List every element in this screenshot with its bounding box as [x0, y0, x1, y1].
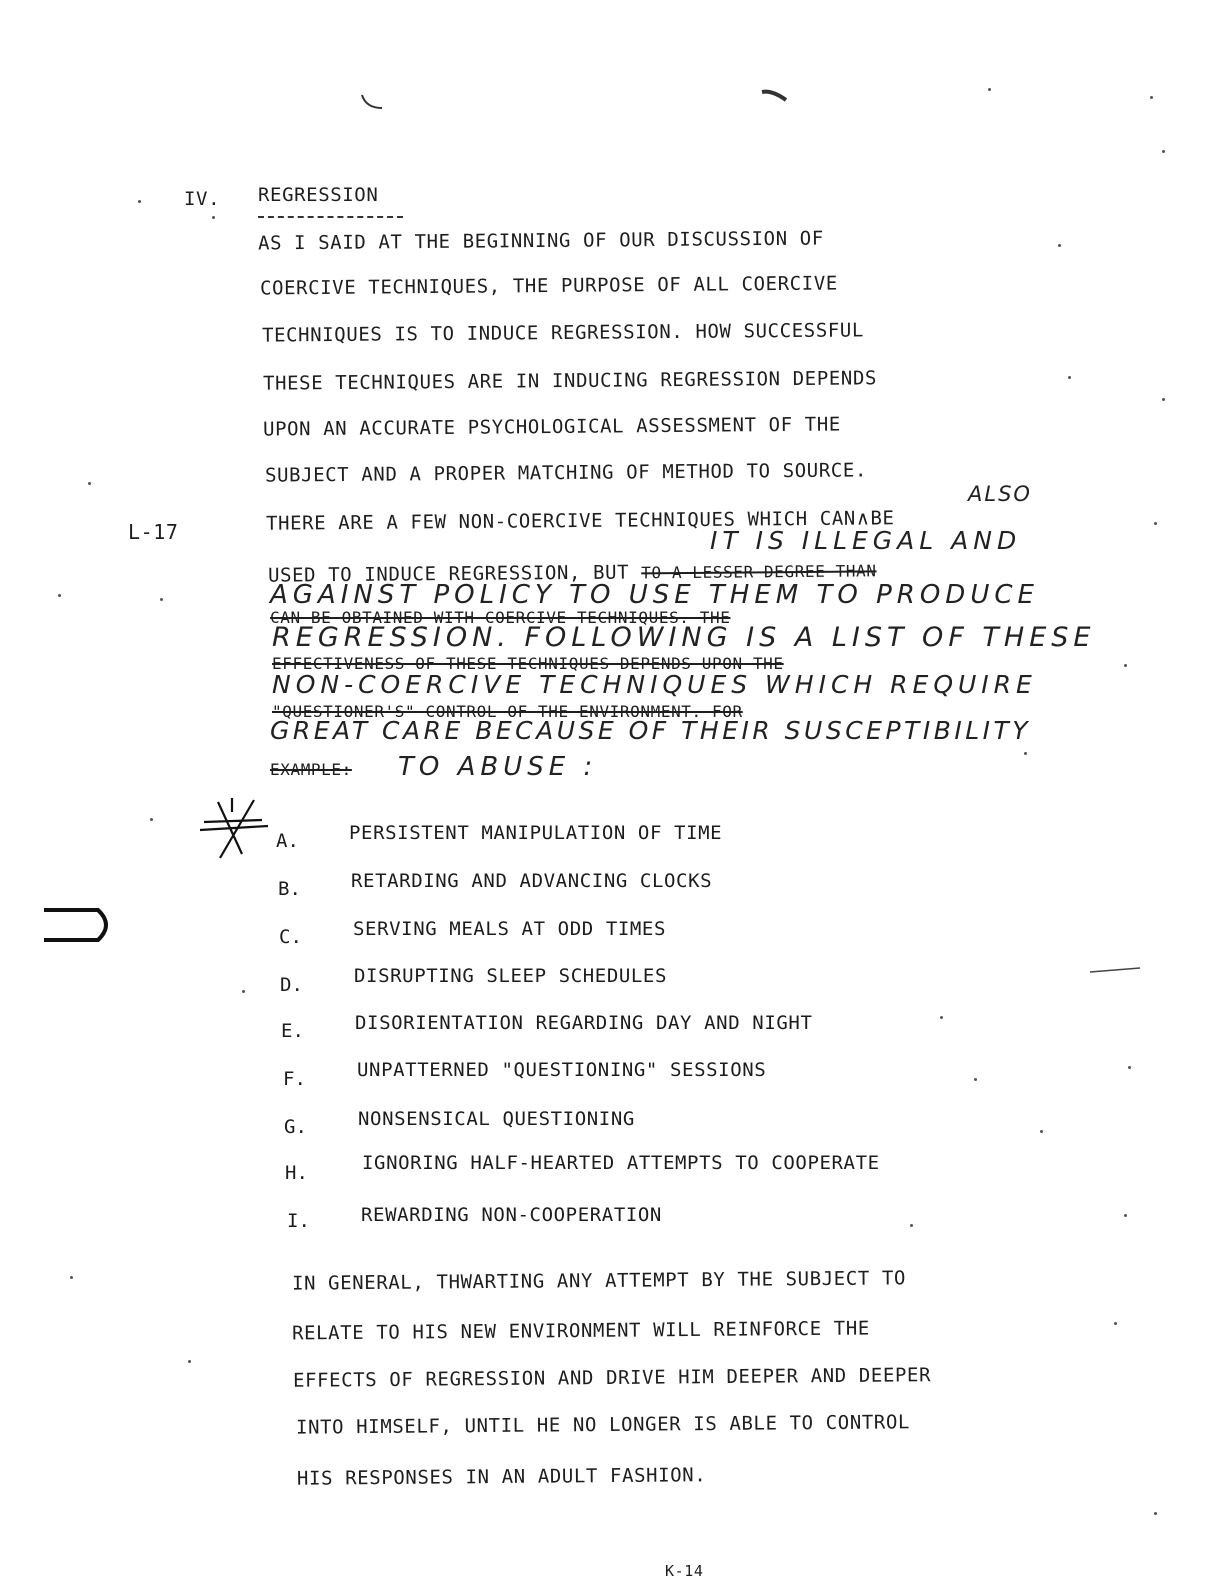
handwritten-line: NON-COERCIVE TECHNIQUES WHICH REQUIRE	[272, 670, 1037, 699]
list-item-letter: G.	[284, 1116, 307, 1138]
scan-speck	[1128, 1066, 1131, 1069]
scan-speck	[1040, 1130, 1043, 1133]
list-item-text: NONSENSICAL QUESTIONING	[358, 1108, 635, 1130]
page-number: K-14	[665, 1562, 704, 1580]
paragraph-line: INTO HIMSELF, UNTIL HE NO LONGER IS ABLE TO CONTROL	[295, 1411, 911, 1439]
list-item-letter: E.	[281, 1020, 304, 1042]
caret-mark: ∧	[855, 507, 871, 530]
list-item-letter: A.	[276, 830, 299, 852]
scan-speck	[88, 482, 91, 485]
paragraph-line: UPON AN ACCURATE PSYCHOLOGICAL ASSESSMENT OF THE	[262, 413, 841, 441]
scan-speck	[1150, 96, 1153, 99]
margin-note: L-17	[128, 520, 179, 544]
paragraph-line-text: USED TO INDUCE REGRESSION, BUT	[267, 561, 630, 587]
list-item-text: PERSISTENT MANIPULATION OF TIME	[349, 822, 723, 844]
paragraph-line: EFFECTS OF REGRESSION AND DRIVE HIM DEEPER AND DEEPER	[292, 1364, 932, 1392]
paragraph-line: AS I SAID AT THE BEGINNING OF OUR DISCUSSION OF	[257, 227, 824, 255]
paragraph-line: IN GENERAL, THWARTING ANY ATTEMPT BY THE SUBJECT TO	[291, 1267, 907, 1295]
scan-speck	[1058, 244, 1061, 247]
paragraph-line: THESE TECHNIQUES ARE IN INDUCING REGRESSION DEPENDS	[262, 367, 878, 395]
struck-text: EXAMPLE:	[270, 760, 352, 779]
scan-speck	[1162, 398, 1165, 401]
paragraph-line: RELATE TO HIS NEW ENVIRONMENT WILL REINFORCE THE	[291, 1317, 870, 1345]
paragraph-line-end: BE	[870, 507, 895, 530]
struck-text: "QUESTIONER'S" CONTROL OF THE ENVIRONMENT. FOR	[272, 702, 743, 721]
list-item-letter: I.	[287, 1210, 310, 1232]
scan-speck	[988, 88, 991, 91]
scan-speck	[974, 1078, 977, 1081]
list-item-text: DISRUPTING SLEEP SCHEDULES	[354, 965, 668, 987]
list-item-text: UNPATTERNED "QUESTIONING" SESSIONS	[357, 1059, 767, 1081]
paragraph-line: COERCIVE TECHNIQUES, THE PURPOSE OF ALL COERCIVE	[259, 272, 838, 300]
handwritten-line: TO ABUSE :	[398, 752, 598, 782]
scan-speck	[160, 598, 163, 601]
scan-speck	[138, 200, 141, 203]
list-item-text: SERVING MEALS AT ODD TIMES	[353, 918, 667, 940]
list-item-letter: D.	[280, 974, 303, 996]
scan-speck	[212, 216, 215, 219]
list-item-letter: B.	[278, 878, 301, 900]
handwritten-line: REGRESSION. FOLLOWING IS A LIST OF THESE	[272, 622, 1096, 653]
scan-speck	[242, 990, 245, 993]
scan-speck	[1154, 1512, 1157, 1515]
list-item-letter: C.	[279, 926, 302, 948]
asterisk-mark-icon	[196, 796, 276, 876]
list-item-text: DISORIENTATION REGARDING DAY AND NIGHT	[355, 1012, 813, 1034]
list-item-text: RETARDING AND ADVANCING CLOCKS	[351, 870, 713, 892]
scan-speck	[70, 1276, 73, 1279]
scan-speck	[1114, 1322, 1117, 1325]
list-item-text: IGNORING HALF-HEARTED ATTEMPTS TO COOPERATE	[362, 1152, 880, 1174]
struck-text: TO A LESSER DEGREE THAN	[641, 561, 877, 583]
scan-speck	[1162, 150, 1165, 153]
scan-speck	[1124, 664, 1127, 667]
paragraph-line-text: THERE ARE A FEW NON-COERCIVE TECHNIQUES WHICH CAN	[265, 507, 857, 535]
section-numeral: IV.	[184, 188, 221, 210]
scan-speck	[58, 594, 61, 597]
section-title-underline	[258, 216, 403, 218]
scan-speck	[188, 1360, 191, 1363]
struck-text: EFFECTIVENESS OF THESE TECHNIQUES DEPENDS UPON THE	[272, 654, 784, 673]
handwritten-insertion-also: ALSO	[968, 482, 1032, 506]
handwritten-line: GREAT CARE BECAUSE OF THEIR SUSCEPTIBILITY	[270, 716, 1032, 745]
scan-speck	[150, 818, 153, 821]
list-item-letter: F.	[283, 1068, 306, 1090]
paragraph-line: TECHNIQUES IS TO INDUCE REGRESSION. HOW SUCCESSFUL	[261, 319, 865, 347]
paragraph-line: SUBJECT AND A PROPER MATCHING OF METHOD TO SOURCE.	[264, 459, 868, 487]
list-item-letter: H.	[285, 1162, 308, 1184]
handwritten-line: IT IS ILLEGAL AND	[710, 526, 1022, 555]
paragraph-line: HIS RESPONSES IN AN ADULT FASHION.	[296, 1464, 707, 1490]
handwritten-line: AGAINST POLICY TO USE THEM TO PRODUCE	[270, 580, 1039, 610]
list-item-text: REWARDING NON-COOPERATION	[361, 1204, 662, 1226]
scan-speck	[1124, 1214, 1127, 1217]
scan-speck	[940, 1016, 943, 1019]
struck-text: CAN BE OBTAINED WITH COERCIVE TECHNIQUES. THE	[270, 608, 731, 627]
scan-speck	[1024, 752, 1027, 755]
section-title: REGRESSION	[258, 184, 379, 206]
scan-speck	[1154, 522, 1157, 525]
scan-speck	[910, 1224, 913, 1227]
scan-speck	[1068, 376, 1071, 379]
